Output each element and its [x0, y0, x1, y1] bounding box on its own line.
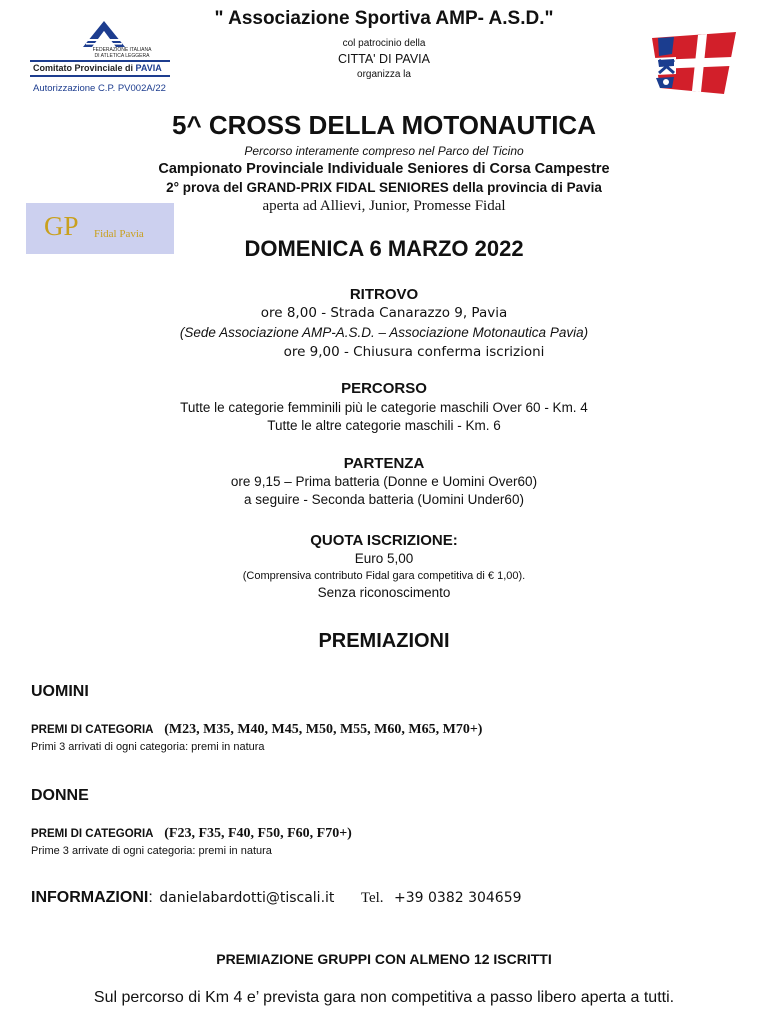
association-name: " Associazione Sportiva AMP- A.S.D." — [214, 8, 554, 29]
partenza-heading: PARTENZA — [343, 455, 425, 472]
noncompetitive-line: Sul percorso di Km 4 e’ prevista gara non competitiva a passo libero aperta a tutti. — [93, 989, 675, 1006]
fidal-committee-prefix: Comitato Provinciale di — [33, 63, 136, 73]
info-colon: : — [148, 889, 153, 906]
men-prize-row — [31, 722, 482, 738]
men-categories: (M23, M35, M40, M45, M50, M55, M60, M65, M70+) — [164, 722, 483, 737]
gp-sub: Fidal Pavia — [94, 228, 144, 240]
quota-extra: Senza riconoscimento — [317, 585, 451, 600]
women-prize-note: Prime 3 arrivate di ogni categoria: premi in natura — [31, 845, 272, 857]
gp-letters: GP — [44, 211, 79, 241]
event-title: 5^ CROSS DELLA MOTONAUTICA — [172, 110, 596, 140]
authorization-code: Autorizzazione C.P. PV002A/22 — [33, 83, 166, 94]
quota-heading: QUOTA ISCRIZIONE: — [310, 532, 458, 549]
city-name: CITTA' DI PAVIA — [338, 52, 430, 66]
organizes-text: organizza la — [357, 69, 411, 80]
ritrovo-line2: (Sede Associazione AMP-A.S.D. – Associazione Motonautica Pavia) — [179, 325, 589, 340]
fidal-committee-city: PAVIA — [135, 63, 162, 73]
ritrovo-line1: ore 8,00 - Strada Canarazzo 9, Pavia — [260, 305, 508, 321]
men-prize-note: Primi 3 arrivati di ogni categoria: premi in natura — [31, 741, 265, 753]
partenza-line1: ore 9,15 – Prima batteria (Donne e Uomini Over60) — [230, 474, 538, 489]
event-date: DOMENICA 6 MARZO 2022 — [244, 236, 524, 261]
patronage-text: col patrocinio della — [342, 38, 426, 49]
percorso-heading: PERCORSO — [341, 380, 427, 397]
ritrovo-heading: RITROVO — [349, 286, 419, 303]
grand-prix-line: 2° prova del GRAND-PRIX FIDAL SENIORES della provincia di Pavia — [166, 180, 602, 195]
flag-icon — [650, 30, 738, 98]
event-subtitle: Percorso interamente compreso nel Parco del Ticino — [244, 144, 524, 158]
info-label: INFORMAZIONI — [31, 889, 149, 906]
info-row — [31, 889, 522, 907]
info-tel[interactable]: +39 0382 304659 — [394, 890, 522, 906]
quota-amount: Euro 5,00 — [354, 551, 414, 566]
quota-note: (Comprensiva contributo Fidal gara competitiva di € 1,00). — [242, 570, 526, 582]
percorso-line2: Tutte le altre categorie maschili - Km. 6 — [267, 418, 501, 433]
percorso-line1: Tutte le categorie femminili più le categorie maschili Over 60 - Km. 4 — [180, 400, 588, 415]
men-heading: UOMINI — [31, 683, 89, 700]
fidal-org-line1: FEDERAZIONE ITALIANA — [92, 47, 152, 53]
championship-line: Campionato Provinciale Individuale Seniores di Corsa Campestre — [158, 161, 610, 177]
ritrovo-line3: ore 9,00 - Chiusura conferma iscrizioni — [283, 344, 545, 360]
info-email[interactable]: danielabardotti@tiscali.it — [159, 890, 335, 906]
fidal-org-line2: DI ATLETICA LEGGERA — [94, 53, 150, 59]
info-tel-label: Tel. — [360, 890, 384, 906]
groups-prize-line: PREMIAZIONE GRUPPI CON ALMENO 12 ISCRITTI — [216, 951, 552, 967]
open-to-line: aperta ad Allievi, Junior, Promesse Fidal — [262, 198, 506, 214]
women-categories: (F23, F35, F40, F50, F60, F70+) — [164, 826, 352, 841]
partenza-line2: a seguire - Seconda batteria (Uomini Under60) — [244, 492, 524, 507]
women-heading: DONNE — [31, 787, 89, 804]
women-prize-label: PREMI DI CATEGORIA — [31, 828, 154, 840]
women-prize-row — [31, 826, 352, 842]
men-prize-label: PREMI DI CATEGORIA — [31, 724, 154, 736]
premiazioni-heading: PREMIAZIONI — [318, 630, 450, 652]
